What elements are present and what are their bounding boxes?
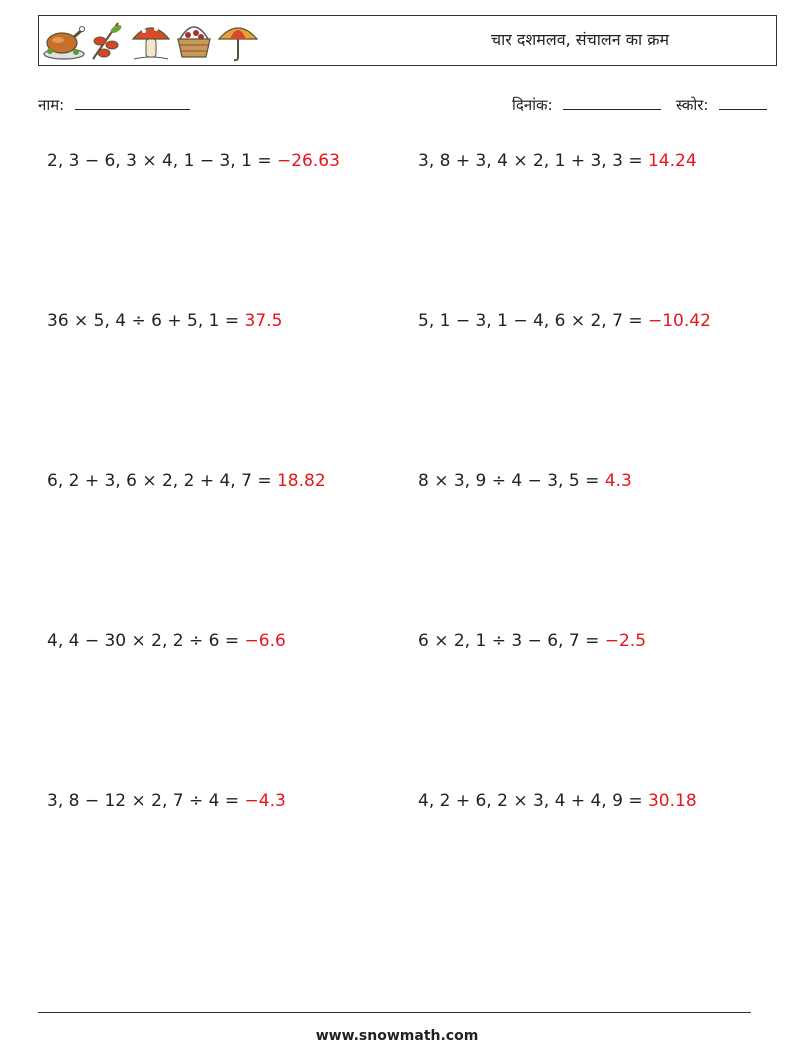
- problem-expression: 2, 3 − 6, 3 × 4, 1 − 3, 1 =: [47, 151, 272, 171]
- basket-icon: [174, 19, 214, 63]
- problem-answer: −2.5: [604, 631, 647, 651]
- problem-expression: 3, 8 + 3, 4 × 2, 1 + 3, 3 =: [418, 151, 643, 171]
- problem-1: [47, 151, 340, 171]
- footer-divider: [38, 1012, 751, 1013]
- worksheet-title: चार दशमलव, संचालन का क्रम: [491, 30, 670, 49]
- problem-6: [418, 471, 632, 491]
- problem-expression: 8 × 3, 9 ÷ 4 − 3, 5 =: [418, 471, 600, 491]
- date-blank: [563, 94, 661, 110]
- footer-website: www.snowmath.com: [315, 1028, 479, 1044]
- score-label: स्कोर:: [676, 96, 709, 114]
- problem-7: [47, 631, 286, 651]
- problem-answer: −26.63: [276, 151, 340, 171]
- header-icons: [42, 19, 260, 65]
- date-label: दिनांक:: [512, 96, 553, 114]
- problem-expression: 5, 1 − 3, 1 − 4, 6 × 2, 7 =: [418, 311, 643, 331]
- problem-answer: −6.6: [244, 631, 286, 651]
- problem-answer: −10.42: [647, 311, 711, 331]
- umbrella-icon: [216, 19, 260, 63]
- name-label: नाम:: [38, 96, 65, 114]
- problem-expression: 3, 8 − 12 × 2, 7 ÷ 4 =: [47, 791, 240, 811]
- problem-expression: 6, 2 + 3, 6 × 2, 2 + 4, 7 =: [47, 471, 272, 491]
- roast-chicken-icon: [42, 19, 86, 63]
- date-field: [512, 94, 661, 115]
- problem-answer: 4.3: [604, 471, 632, 491]
- problem-expression: 4, 4 − 30 × 2, 2 ÷ 6 =: [47, 631, 240, 651]
- problem-5: [47, 471, 326, 491]
- score-field: [676, 94, 767, 115]
- problem-expression: 36 × 5, 4 ÷ 6 + 5, 1 =: [47, 311, 240, 331]
- problem-answer: −4.3: [244, 791, 286, 811]
- problem-expression: 6 × 2, 1 ÷ 3 − 6, 7 =: [418, 631, 600, 651]
- score-blank: [719, 94, 767, 110]
- problem-answer: 30.18: [647, 791, 697, 811]
- problem-8: [418, 631, 646, 651]
- problem-10: [418, 791, 697, 811]
- name-blank: [75, 94, 190, 110]
- problem-answer: 18.82: [276, 471, 326, 491]
- name-field: [38, 94, 190, 115]
- problem-answer: 37.5: [244, 311, 283, 331]
- mushroom-icon: [130, 19, 172, 63]
- rosehip-icon: [88, 19, 128, 63]
- problem-expression: 4, 2 + 6, 2 × 3, 4 + 4, 9 =: [418, 791, 643, 811]
- problem-9: [47, 791, 286, 811]
- worksheet-header: [38, 15, 777, 66]
- problem-2: [418, 151, 697, 171]
- problem-4: [418, 311, 711, 331]
- problem-answer: 14.24: [647, 151, 697, 171]
- problem-3: [47, 311, 282, 331]
